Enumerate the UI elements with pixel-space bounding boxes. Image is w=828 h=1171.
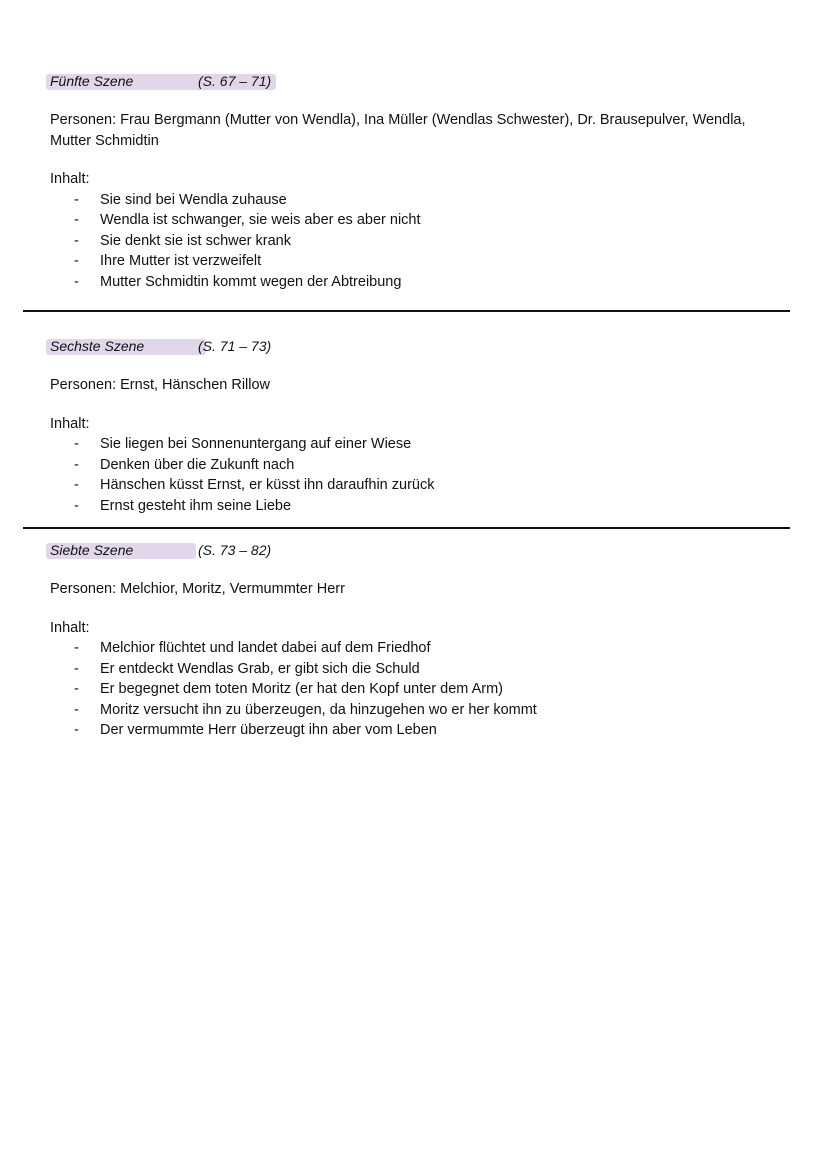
scene-5-item-list <box>0 190 828 293</box>
scene-6-title: Sechste Szene <box>50 338 145 354</box>
list-item: - Ihre Mutter ist verzweifelt <box>74 253 262 269</box>
scene-7-content-label: Inhalt: <box>50 619 90 636</box>
scene-5-header <box>48 71 828 91</box>
scene-6-header <box>48 336 828 356</box>
list-item: - Melchior flüchtet und landet dabei auf dem Friedhof <box>74 640 431 656</box>
list-item: - Der vermummte Herr überzeugt ihn aber vom Leben <box>74 722 437 738</box>
scene-6-item-list <box>0 434 828 516</box>
scene-7-persons: Personen: Melchior, Moritz, Vermummter Herr <box>50 581 345 597</box>
list-item: - Sie denkt sie ist schwer krank <box>74 232 291 249</box>
scene-7-header <box>48 540 828 560</box>
scene-7-pages: (S. 73 – 82) <box>198 542 272 558</box>
list-item: - Er entdeckt Wendlas Grab, er gibt sich die Schuld <box>74 660 420 677</box>
scene-6-persons: Personen: Ernst, Hänschen Rillow <box>50 377 271 393</box>
scene-6 <box>0 336 828 516</box>
scene-5-content-label: Inhalt: <box>50 171 90 187</box>
section-divider <box>23 527 790 529</box>
list-item: - Denken über die Zukunft nach <box>74 456 295 473</box>
scene-7 <box>0 540 828 741</box>
list-item: - Hänschen küsst Ernst, er küsst ihn daraufhin zurück <box>74 477 435 493</box>
section-divider <box>23 310 790 312</box>
scene-5-title: Fünfte Szene <box>50 73 134 89</box>
scene-5-pages: (S. 67 – 71) <box>198 73 272 89</box>
list-item: - Er begegnet dem toten Moritz (er hat den Kopf unter dem Arm) <box>74 681 503 697</box>
list-item: - Mutter Schmidtin kommt wegen der Abtreibung <box>74 273 402 290</box>
scene-6-content-label: Inhalt: <box>50 415 90 432</box>
list-item: - Ernst gesteht ihm seine Liebe <box>74 497 292 514</box>
scene-5-persons: Personen: Frau Bergmann (Mutter von Wendla), Ina Müller (Wendlas Schwester), Dr. Brausepulver, Wendla, Mutter Schmidtin <box>50 112 746 149</box>
list-item: - Wendla ist schwanger, sie weis aber es aber nicht <box>74 212 421 228</box>
list-item: - Sie sind bei Wendla zuhause <box>74 191 287 208</box>
scene-6-pages: (S. 71 – 73) <box>198 338 272 354</box>
scene-5 <box>0 71 828 292</box>
scene-7-item-list <box>0 638 828 741</box>
list-item: - Moritz versucht ihn zu überzeugen, da hinzugehen wo er her kommt <box>74 701 537 718</box>
list-item: - Sie liegen bei Sonnenuntergang auf einer Wiese <box>74 436 412 452</box>
scene-7-title: Siebte Szene <box>50 542 134 558</box>
